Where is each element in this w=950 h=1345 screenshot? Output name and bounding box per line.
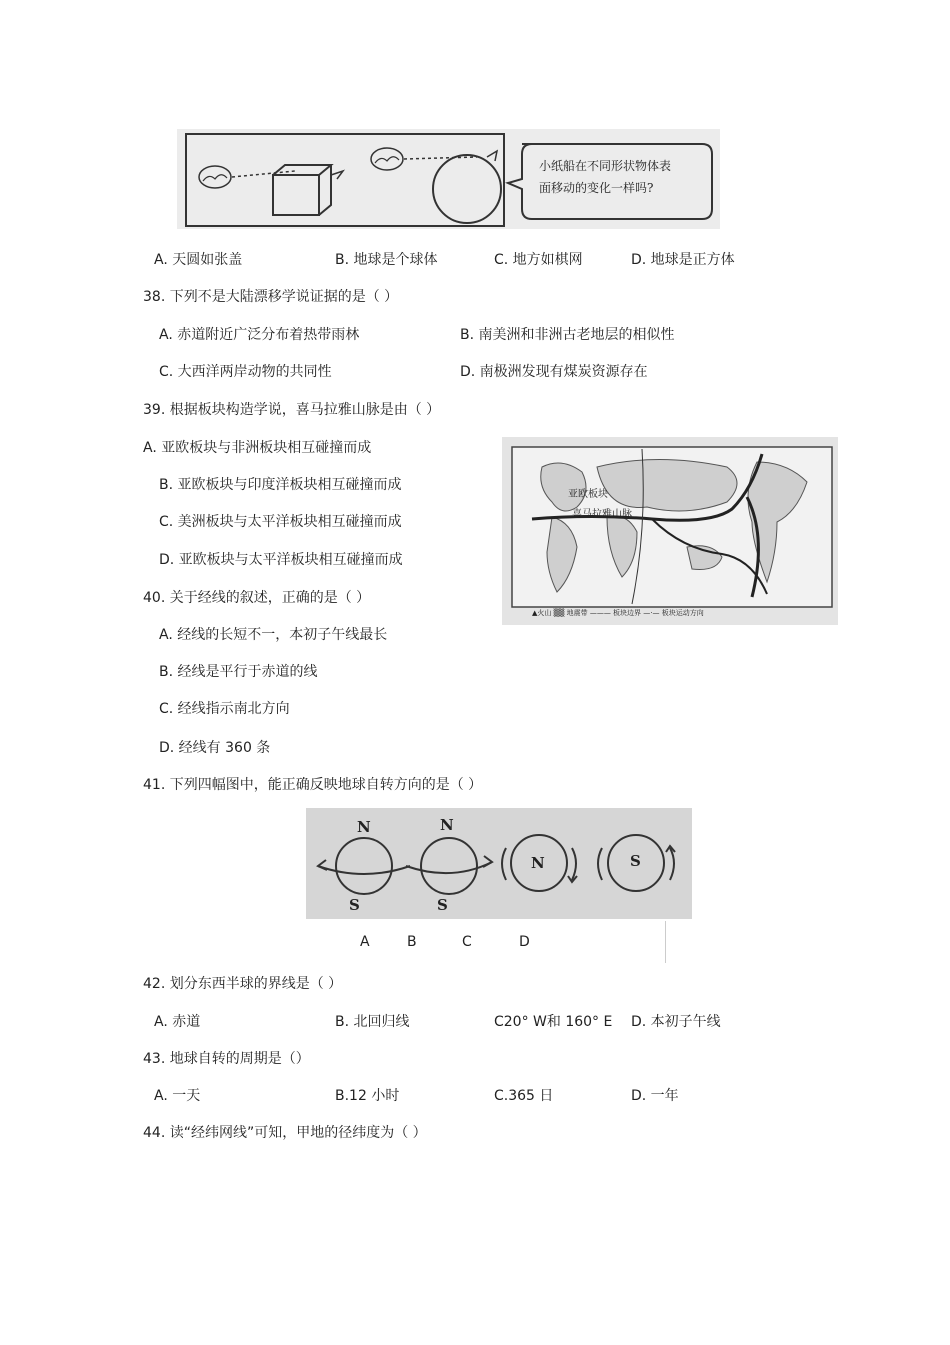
- q38-option-a[interactable]: A. 赤道附近广泛分布着热带雨林: [159, 327, 360, 343]
- diagram-a-north: N: [357, 818, 371, 836]
- q38-stem: 38. 下列不是大陆漂移学说证据的是（ ）: [143, 289, 399, 305]
- q41-label-b[interactable]: B: [407, 934, 417, 950]
- plate-map-drawing: [502, 437, 838, 625]
- q42-option-b[interactable]: B. 北回归线: [335, 1014, 410, 1030]
- q37-option-a[interactable]: A. 天圆如张盖: [154, 252, 243, 268]
- q42-stem: 42. 划分东西半球的界线是（ ）: [143, 976, 343, 992]
- bubble-text-line1: 小纸船在不同形状物体表: [539, 159, 672, 173]
- q41-label-a[interactable]: A: [360, 934, 370, 950]
- q37-option-b[interactable]: B. 地球是个球体: [335, 252, 438, 268]
- q43-option-c[interactable]: C.365 日: [494, 1088, 554, 1104]
- q39-option-c[interactable]: C. 美洲板块与太平洋板块相互碰撞而成: [159, 514, 402, 530]
- diagram-b-south: S: [437, 896, 448, 914]
- q42-option-a[interactable]: A. 赤道: [154, 1014, 201, 1030]
- q39-stem: 39. 根据板块构造学说，喜马拉雅山脉是由（ ）: [143, 402, 441, 418]
- q43-option-a[interactable]: A. 一天: [154, 1088, 201, 1104]
- q39-option-b[interactable]: B. 亚欧板块与印度洋板块相互碰撞而成: [159, 477, 402, 493]
- rotation-diagrams: [306, 808, 692, 919]
- diagram-a-south: S: [349, 896, 360, 914]
- q40-option-a[interactable]: A. 经线的长短不一，本初子午线最长: [159, 627, 388, 643]
- experiment-figure: [177, 129, 720, 229]
- q37-option-d[interactable]: D. 地球是正方体: [631, 252, 735, 268]
- q42-option-d[interactable]: D. 本初子午线: [631, 1014, 721, 1030]
- q40-stem: 40. 关于经线的叙述，正确的是（ ）: [143, 590, 371, 606]
- q43-option-b[interactable]: B.12 小时: [335, 1088, 400, 1104]
- diagram-c-north: N: [531, 854, 545, 872]
- q40-option-c[interactable]: C. 经线指示南北方向: [159, 701, 290, 717]
- q43-stem: 43. 地球自转的周期是（）: [143, 1051, 310, 1067]
- q40-option-d[interactable]: D. 经线有 360 条: [159, 740, 271, 756]
- q43-option-d[interactable]: D. 一年: [631, 1088, 679, 1104]
- q41-label-c[interactable]: C: [462, 934, 472, 950]
- q38-option-b[interactable]: B. 南美洲和非洲古老地层的相似性: [460, 327, 675, 343]
- map-legend: ▲火山 ▒▒ 地震带 ——— 板块边界 —·— 板块运动方向: [532, 609, 704, 617]
- diagram-b-north: N: [440, 816, 454, 834]
- q39-option-a[interactable]: A. 亚欧板块与非洲板块相互碰撞而成: [143, 440, 372, 456]
- q41-label-d[interactable]: D: [519, 934, 530, 950]
- map-label-eurasian-plate: 亚欧板块: [568, 489, 608, 500]
- q39-option-d[interactable]: D. 亚欧板块与太平洋板块相互碰撞而成: [159, 552, 403, 568]
- q41-stem: 41. 下列四幅图中，能正确反映地球自转方向的是（ ）: [143, 777, 483, 793]
- q42-option-c[interactable]: C20° W和 160° E: [494, 1014, 613, 1030]
- plate-tectonics-map: [502, 437, 838, 625]
- q38-option-c[interactable]: C. 大西洋两岸动物的共同性: [159, 364, 332, 380]
- diagram-d-south: S: [630, 852, 641, 870]
- map-label-himalaya: 喜马拉雅山脉: [572, 509, 632, 520]
- q38-option-d[interactable]: D. 南极洲发现有煤炭资源存在: [460, 364, 648, 380]
- q37-option-c[interactable]: C. 地方如棋网: [494, 252, 583, 268]
- q44-stem: 44. 读“经纬网线”可知，甲地的径纬度为（ ）: [143, 1125, 427, 1141]
- q40-option-b[interactable]: B. 经线是平行于赤道的线: [159, 664, 318, 680]
- bubble-text-line2: 面移动的变化一样吗?: [539, 181, 654, 195]
- vertical-rule: [665, 921, 666, 963]
